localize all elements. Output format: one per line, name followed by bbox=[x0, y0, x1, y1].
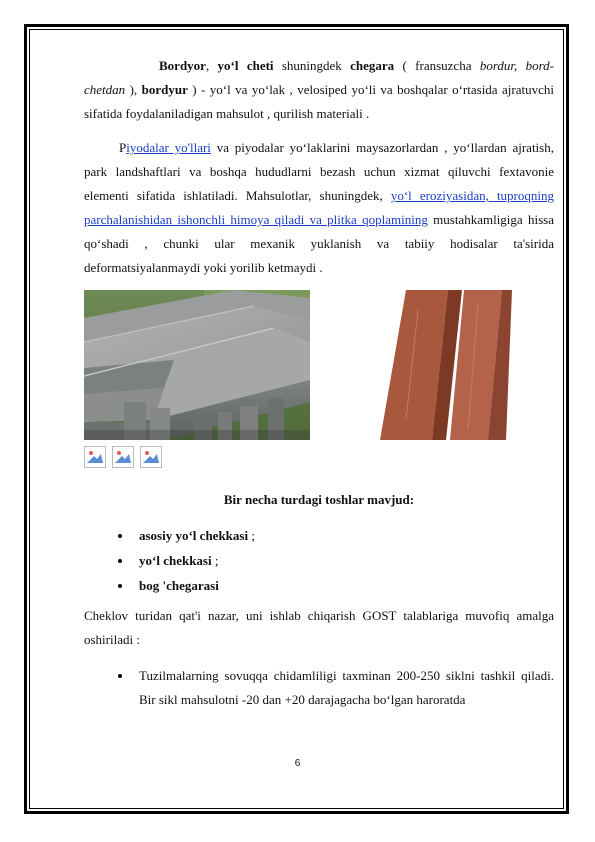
broken-image-icon bbox=[140, 446, 162, 468]
usage-text-3: mustahkamligiga hissa qo‘shadi , chunki ular mexanik yuklanish va tabiiy hodisalar ta'sirida deformatsiyalanmaydi yoki yorilib ketmaydi . bbox=[84, 212, 554, 275]
list-item bbox=[139, 549, 554, 573]
term-yol-cheti: yo‘l cheti bbox=[217, 58, 274, 73]
broken-image-row bbox=[84, 446, 554, 470]
usage-text-2: va piyodalar yo‘laklarini maysazorlardan , yo‘llardan ajratish, park landshaftlari va boshqa hududlarni bezash uchun xizmat qiluvchi fextavonie elementi sifatida ishlatiladi. Mahsulotlar, shuningdek, bbox=[84, 140, 554, 203]
intro-text-3: ), bbox=[129, 82, 142, 97]
list-item bbox=[139, 524, 554, 548]
red-curbstones-photo bbox=[366, 290, 512, 440]
section-heading: Bir necha turdagi toshlar mavjud: bbox=[223, 492, 415, 507]
intro-text-1: shuningdek bbox=[273, 58, 351, 73]
gost-requirements-list bbox=[84, 664, 554, 712]
link-yol-eroziyasidan[interactable]: yo‘l eroziyasidan, tuproqning parchalanishidan ishonchli himoya qiladi va plitka qoplamining bbox=[84, 188, 554, 227]
term-bordyor: Bordyor bbox=[159, 58, 206, 73]
gray-curbstones-photo bbox=[84, 290, 310, 440]
list-item-label: asosiy yo‘l chekkasi bbox=[139, 528, 249, 543]
broken-image-icon bbox=[84, 446, 106, 468]
broken-image-icon bbox=[112, 446, 134, 468]
image-row bbox=[84, 290, 554, 440]
separator: , bbox=[205, 58, 218, 73]
document-body bbox=[84, 54, 554, 713]
page-number: 6 bbox=[294, 758, 301, 769]
usage-text-1: P bbox=[119, 140, 127, 155]
curb-types-list bbox=[84, 524, 554, 598]
gost-paragraph: Cheklov turidan qat'i nazar, uni ishlab chiqarish GOST talablariga muvofiq amalga oshiriladi : bbox=[84, 608, 554, 647]
usage-paragraph bbox=[84, 136, 554, 280]
list-item-label: yo‘l chekkasi bbox=[139, 553, 212, 568]
list-item-label: bog 'chegarasi bbox=[139, 578, 219, 593]
intro-paragraph bbox=[84, 54, 554, 126]
term-bordyur: bordyur bbox=[141, 82, 188, 97]
list-item bbox=[139, 574, 554, 598]
term-chegara: chegara bbox=[350, 58, 395, 73]
intro-text-2: ( fransuzcha bbox=[394, 58, 480, 73]
french-term: bordur, bord-chetdan bbox=[84, 58, 554, 97]
list-item-suffix: ; bbox=[248, 528, 255, 543]
link-piyodalar-yollari[interactable]: iyodalar yo'llari bbox=[126, 140, 211, 155]
list-item: Tuzilmalarning sovuqqa chidamliligi taxminan 200-250 siklni tashkil qiladi. Bir sikl mahsulotni -20 dan +20 darajagacha bo‘lgan haroratda bbox=[139, 664, 554, 712]
list-item-suffix: ; bbox=[211, 553, 219, 568]
intro-text-4: ) - yo‘l va yo‘lak , velosiped yo‘li va boshqalar o‘rtasida ajratuvchi sifatida foydalaniladigan mahsulot , qurilish materiali . bbox=[84, 82, 554, 121]
